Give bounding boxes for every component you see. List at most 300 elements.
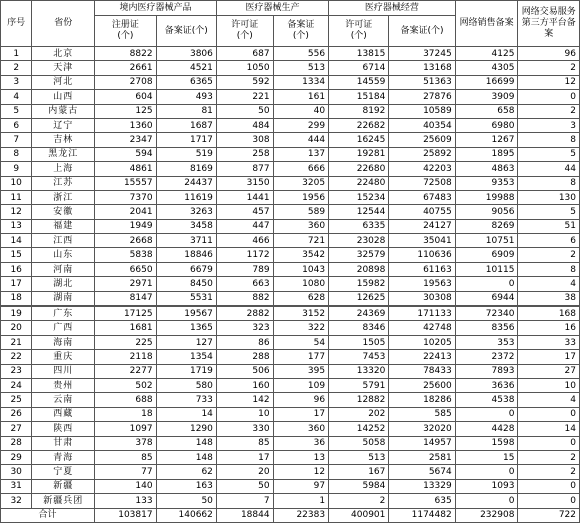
value-cell: 148 (156, 450, 216, 464)
value-cell: 24437 (156, 176, 216, 190)
value-cell: 2581 (389, 450, 455, 464)
value-cell: 658 (455, 104, 518, 118)
row-number: 11 (1, 190, 32, 204)
province-name: 江西 (32, 234, 95, 248)
row-number: 5 (1, 104, 32, 118)
value-cell: 160 (216, 378, 273, 392)
value-cell: 127 (156, 335, 216, 349)
value-cell: 10 (216, 407, 273, 421)
row-number: 30 (1, 465, 32, 479)
value-cell: 6944 (455, 291, 518, 306)
table-row (1, 378, 580, 392)
value-cell: 323 (216, 321, 273, 335)
row-number: 16 (1, 262, 32, 276)
value-cell: 17 (518, 350, 580, 364)
province-name: 河北 (32, 75, 95, 89)
value-cell: 322 (273, 321, 329, 335)
value-cell: 96 (518, 47, 580, 61)
value-cell: 519 (156, 147, 216, 161)
value-cell: 16 (518, 321, 580, 335)
table-row (1, 277, 580, 291)
value-cell: 10589 (389, 104, 455, 118)
value-cell: 0 (455, 277, 518, 291)
value-cell: 1050 (216, 61, 273, 75)
value-cell: 444 (273, 133, 329, 147)
value-cell: 9056 (455, 205, 518, 219)
value-cell: 96 (273, 393, 329, 407)
table-row (1, 205, 580, 219)
value-cell: 225 (95, 335, 157, 349)
row-number: 32 (1, 494, 32, 508)
value-cell: 97 (273, 479, 329, 493)
value-cell: 592 (216, 75, 273, 89)
value-cell: 10751 (455, 234, 518, 248)
value-cell: 24127 (389, 219, 455, 233)
value-cell: 7370 (95, 190, 157, 204)
total-value: 722 (518, 508, 580, 522)
total-value: 103817 (95, 508, 157, 522)
table-row (1, 190, 580, 204)
table-row (1, 479, 580, 493)
province-name: 四川 (32, 364, 95, 378)
value-cell: 51 (518, 219, 580, 233)
province-name: 云南 (32, 393, 95, 407)
value-cell: 163 (156, 479, 216, 493)
value-cell: 22480 (329, 176, 389, 190)
value-cell: 299 (273, 118, 329, 132)
value-cell: 7893 (455, 364, 518, 378)
value-cell: 5791 (329, 378, 389, 392)
value-cell: 2668 (95, 234, 157, 248)
table-row (1, 219, 580, 233)
row-number: 22 (1, 350, 32, 364)
value-cell: 5674 (389, 465, 455, 479)
header-row-1 (1, 1, 580, 16)
value-cell: 2041 (95, 205, 157, 219)
value-cell: 3909 (455, 90, 518, 104)
province-name: 宁夏 (32, 465, 95, 479)
value-cell: 32020 (389, 422, 455, 436)
table-row (1, 393, 580, 407)
total-value: 1174482 (389, 508, 455, 522)
value-cell: 72340 (455, 306, 518, 321)
province-name: 重庆 (32, 350, 95, 364)
table-row (1, 118, 580, 132)
value-cell: 27876 (389, 90, 455, 104)
province-name: 新疆 (32, 479, 95, 493)
value-cell: 308 (216, 133, 273, 147)
value-cell: 22413 (389, 350, 455, 364)
value-cell: 513 (329, 450, 389, 464)
province-name: 山西 (32, 90, 95, 104)
value-cell: 2 (518, 61, 580, 75)
value-cell: 42748 (389, 321, 455, 335)
value-cell: 148 (156, 436, 216, 450)
table-row (1, 364, 580, 378)
total-value: 18844 (216, 508, 273, 522)
value-cell: 556 (273, 47, 329, 61)
total-value: 232908 (455, 508, 518, 522)
value-cell: 24369 (329, 306, 389, 321)
header-production: 医疗器械生产 (216, 1, 328, 16)
value-cell: 360 (273, 422, 329, 436)
province-name: 新疆兵团 (32, 494, 95, 508)
value-cell: 8169 (156, 162, 216, 176)
value-cell: 1093 (455, 479, 518, 493)
value-cell: 8 (518, 176, 580, 190)
row-number: 21 (1, 335, 32, 349)
value-cell: 17125 (95, 306, 157, 321)
table-row (1, 162, 580, 176)
value-cell: 15557 (95, 176, 157, 190)
value-cell: 4125 (455, 47, 518, 61)
value-cell: 22682 (329, 118, 389, 132)
value-cell: 0 (455, 494, 518, 508)
value-cell: 50 (156, 494, 216, 508)
header-distribution-filing: 备案证(个) (389, 16, 455, 47)
value-cell: 3458 (156, 219, 216, 233)
value-cell: 0 (455, 407, 518, 421)
value-cell: 1080 (273, 277, 329, 291)
value-cell: 288 (216, 350, 273, 364)
value-cell: 1360 (95, 118, 157, 132)
value-cell: 3806 (156, 47, 216, 61)
value-cell: 882 (216, 291, 273, 306)
value-cell: 2882 (216, 306, 273, 321)
value-cell: 3152 (273, 306, 329, 321)
value-cell: 130 (518, 190, 580, 204)
value-cell: 6335 (329, 219, 389, 233)
row-number: 18 (1, 291, 32, 306)
value-cell: 7453 (329, 350, 389, 364)
value-cell: 32579 (329, 248, 389, 262)
value-cell: 6 (518, 234, 580, 248)
value-cell: 2 (329, 494, 389, 508)
value-cell: 8 (518, 133, 580, 147)
value-cell: 721 (273, 234, 329, 248)
value-cell: 1267 (455, 133, 518, 147)
row-number: 14 (1, 234, 32, 248)
value-cell: 585 (389, 407, 455, 421)
value-cell: 14559 (329, 75, 389, 89)
value-cell: 6714 (329, 61, 389, 75)
header-province: 省份 (32, 1, 95, 47)
value-cell: 1687 (156, 118, 216, 132)
value-cell: 580 (156, 378, 216, 392)
value-cell: 86 (216, 335, 273, 349)
province-name: 西藏 (32, 407, 95, 421)
value-cell: 168 (518, 306, 580, 321)
value-cell: 5531 (156, 291, 216, 306)
value-cell: 493 (156, 90, 216, 104)
value-cell: 10115 (455, 262, 518, 276)
row-number: 17 (1, 277, 32, 291)
value-cell: 3205 (273, 176, 329, 190)
value-cell: 14 (156, 407, 216, 421)
value-cell: 2347 (95, 133, 157, 147)
value-cell: 6679 (156, 262, 216, 276)
value-cell: 6980 (455, 118, 518, 132)
value-cell: 5 (518, 205, 580, 219)
value-cell: 202 (329, 407, 389, 421)
row-number: 1 (1, 47, 32, 61)
value-cell: 8147 (95, 291, 157, 306)
value-cell: 3636 (455, 378, 518, 392)
table-row (1, 90, 580, 104)
value-cell: 2 (518, 450, 580, 464)
value-cell: 4863 (455, 162, 518, 176)
row-number: 20 (1, 321, 32, 335)
table-row (1, 407, 580, 421)
province-name: 黑龙江 (32, 147, 95, 161)
value-cell: 42203 (389, 162, 455, 176)
value-cell: 8346 (329, 321, 389, 335)
value-cell: 17 (273, 407, 329, 421)
value-cell: 78433 (389, 364, 455, 378)
value-cell: 353 (455, 335, 518, 349)
value-cell: 12544 (329, 205, 389, 219)
row-number: 29 (1, 450, 32, 464)
value-cell: 4 (518, 393, 580, 407)
value-cell: 20 (216, 465, 273, 479)
value-cell: 12 (518, 75, 580, 89)
value-cell: 137 (273, 147, 329, 161)
value-cell: 0 (518, 479, 580, 493)
province-name: 广东 (32, 306, 95, 321)
value-cell: 8 (518, 262, 580, 276)
table-row (1, 335, 580, 349)
value-cell: 378 (95, 436, 157, 450)
value-cell: 0 (455, 465, 518, 479)
value-cell: 5058 (329, 436, 389, 450)
province-name: 山东 (32, 248, 95, 262)
value-cell: 142 (216, 393, 273, 407)
header-production-filing: 备案证 (个) (273, 16, 329, 47)
value-cell: 30308 (389, 291, 455, 306)
row-number: 2 (1, 61, 32, 75)
value-cell: 15 (455, 450, 518, 464)
value-cell: 3711 (156, 234, 216, 248)
value-cell: 110636 (389, 248, 455, 262)
value-cell: 1290 (156, 422, 216, 436)
value-cell: 25609 (389, 133, 455, 147)
value-cell: 77 (95, 465, 157, 479)
table-row (1, 133, 580, 147)
province-name: 天津 (32, 61, 95, 75)
value-cell: 14 (518, 422, 580, 436)
value-cell: 161 (273, 90, 329, 104)
province-name: 江苏 (32, 176, 95, 190)
value-cell: 44 (518, 162, 580, 176)
value-cell: 466 (216, 234, 273, 248)
value-cell: 635 (389, 494, 455, 508)
value-cell: 3263 (156, 205, 216, 219)
row-number: 28 (1, 436, 32, 450)
total-value: 140662 (156, 508, 216, 522)
value-cell: 0 (518, 90, 580, 104)
value-cell: 5838 (95, 248, 157, 262)
value-cell: 15982 (329, 277, 389, 291)
value-cell: 1956 (273, 190, 329, 204)
value-cell: 18286 (389, 393, 455, 407)
province-name: 安徽 (32, 205, 95, 219)
value-cell: 1097 (95, 422, 157, 436)
value-cell: 12 (273, 465, 329, 479)
table-row (1, 147, 580, 161)
value-cell: 109 (273, 378, 329, 392)
value-cell: 502 (95, 378, 157, 392)
header-distribution-license: 许可证 (个) (329, 16, 389, 47)
value-cell: 666 (273, 162, 329, 176)
value-cell: 8450 (156, 277, 216, 291)
value-cell: 3 (518, 118, 580, 132)
value-cell: 22680 (329, 162, 389, 176)
value-cell: 40354 (389, 118, 455, 132)
value-cell: 33 (518, 335, 580, 349)
value-cell: 27 (518, 364, 580, 378)
value-cell: 54 (273, 335, 329, 349)
value-cell: 1043 (273, 262, 329, 276)
value-cell: 2118 (95, 350, 157, 364)
total-row (1, 508, 580, 522)
value-cell: 7 (216, 494, 273, 508)
province-name: 河南 (32, 262, 95, 276)
province-name: 福建 (32, 219, 95, 233)
value-cell: 1719 (156, 364, 216, 378)
province-name: 甘肃 (32, 436, 95, 450)
row-number: 6 (1, 118, 32, 132)
value-cell: 19281 (329, 147, 389, 161)
province-name: 上海 (32, 162, 95, 176)
row-number: 4 (1, 90, 32, 104)
value-cell: 37245 (389, 47, 455, 61)
value-cell: 20898 (329, 262, 389, 276)
row-number: 13 (1, 219, 32, 233)
value-cell: 513 (273, 61, 329, 75)
row-number: 25 (1, 393, 32, 407)
header-domestic-products: 境内医疗器械产品 (95, 1, 217, 16)
value-cell: 25600 (389, 378, 455, 392)
province-name: 辽宁 (32, 118, 95, 132)
header-online-sales: 网络销售备案 (455, 1, 518, 47)
value-cell: 0 (518, 494, 580, 508)
value-cell: 18846 (156, 248, 216, 262)
value-cell: 360 (273, 219, 329, 233)
value-cell: 687 (216, 47, 273, 61)
value-cell: 9353 (455, 176, 518, 190)
row-number: 26 (1, 407, 32, 421)
value-cell: 13815 (329, 47, 389, 61)
province-name: 内蒙古 (32, 104, 95, 118)
value-cell: 258 (216, 147, 273, 161)
value-cell: 25892 (389, 147, 455, 161)
header-registration-cert: 注册证 (个) (95, 16, 157, 47)
row-number: 15 (1, 248, 32, 262)
value-cell: 1505 (329, 335, 389, 349)
row-number: 10 (1, 176, 32, 190)
value-cell: 1365 (156, 321, 216, 335)
value-cell: 8356 (455, 321, 518, 335)
row-number: 9 (1, 162, 32, 176)
header-third-party-platform: 网络交易服务第三方平台备案 (518, 1, 580, 47)
value-cell: 1172 (216, 248, 273, 262)
value-cell: 1949 (95, 219, 157, 233)
value-cell: 604 (95, 90, 157, 104)
value-cell: 1441 (216, 190, 273, 204)
province-name: 北京 (32, 47, 95, 61)
value-cell: 2277 (95, 364, 157, 378)
table-row (1, 291, 580, 306)
value-cell: 2971 (95, 277, 157, 291)
header-production-license: 许可证 (个) (216, 16, 273, 47)
province-name: 贵州 (32, 378, 95, 392)
value-cell: 11619 (156, 190, 216, 204)
value-cell: 688 (95, 393, 157, 407)
value-cell: 8192 (329, 104, 389, 118)
value-cell: 789 (216, 262, 273, 276)
value-cell: 23028 (329, 234, 389, 248)
table-row (1, 422, 580, 436)
value-cell: 2372 (455, 350, 518, 364)
value-cell: 177 (273, 350, 329, 364)
value-cell: 1598 (455, 436, 518, 450)
value-cell: 594 (95, 147, 157, 161)
value-cell: 628 (273, 291, 329, 306)
value-cell: 2708 (95, 75, 157, 89)
value-cell: 8269 (455, 219, 518, 233)
value-cell: 15184 (329, 90, 389, 104)
value-cell: 15234 (329, 190, 389, 204)
table-row (1, 234, 580, 248)
total-value: 22383 (273, 508, 329, 522)
value-cell: 62 (156, 465, 216, 479)
value-cell: 4428 (455, 422, 518, 436)
row-number: 7 (1, 133, 32, 147)
value-cell: 14957 (389, 436, 455, 450)
value-cell: 2 (518, 465, 580, 479)
header-filing-cert-products: 备案证(个) (156, 16, 216, 47)
row-number: 8 (1, 147, 32, 161)
value-cell: 171133 (389, 306, 455, 321)
value-cell: 133 (95, 494, 157, 508)
value-cell: 17 (216, 450, 273, 464)
value-cell: 5984 (329, 479, 389, 493)
value-cell: 2661 (95, 61, 157, 75)
province-name: 吉林 (32, 133, 95, 147)
value-cell: 6909 (455, 248, 518, 262)
value-cell: 12882 (329, 393, 389, 407)
value-cell: 167 (329, 465, 389, 479)
value-cell: 6365 (156, 75, 216, 89)
value-cell: 12625 (329, 291, 389, 306)
row-number: 27 (1, 422, 32, 436)
value-cell: 3542 (273, 248, 329, 262)
row-number: 31 (1, 479, 32, 493)
table-row (1, 248, 580, 262)
table-row (1, 75, 580, 89)
value-cell: 395 (273, 364, 329, 378)
province-name: 海南 (32, 335, 95, 349)
value-cell: 72508 (389, 176, 455, 190)
row-number: 19 (1, 306, 32, 321)
table-row (1, 176, 580, 190)
value-cell: 1 (273, 494, 329, 508)
value-cell: 2 (518, 104, 580, 118)
value-cell: 0 (518, 436, 580, 450)
value-cell: 16245 (329, 133, 389, 147)
row-number: 3 (1, 75, 32, 89)
value-cell: 81 (156, 104, 216, 118)
